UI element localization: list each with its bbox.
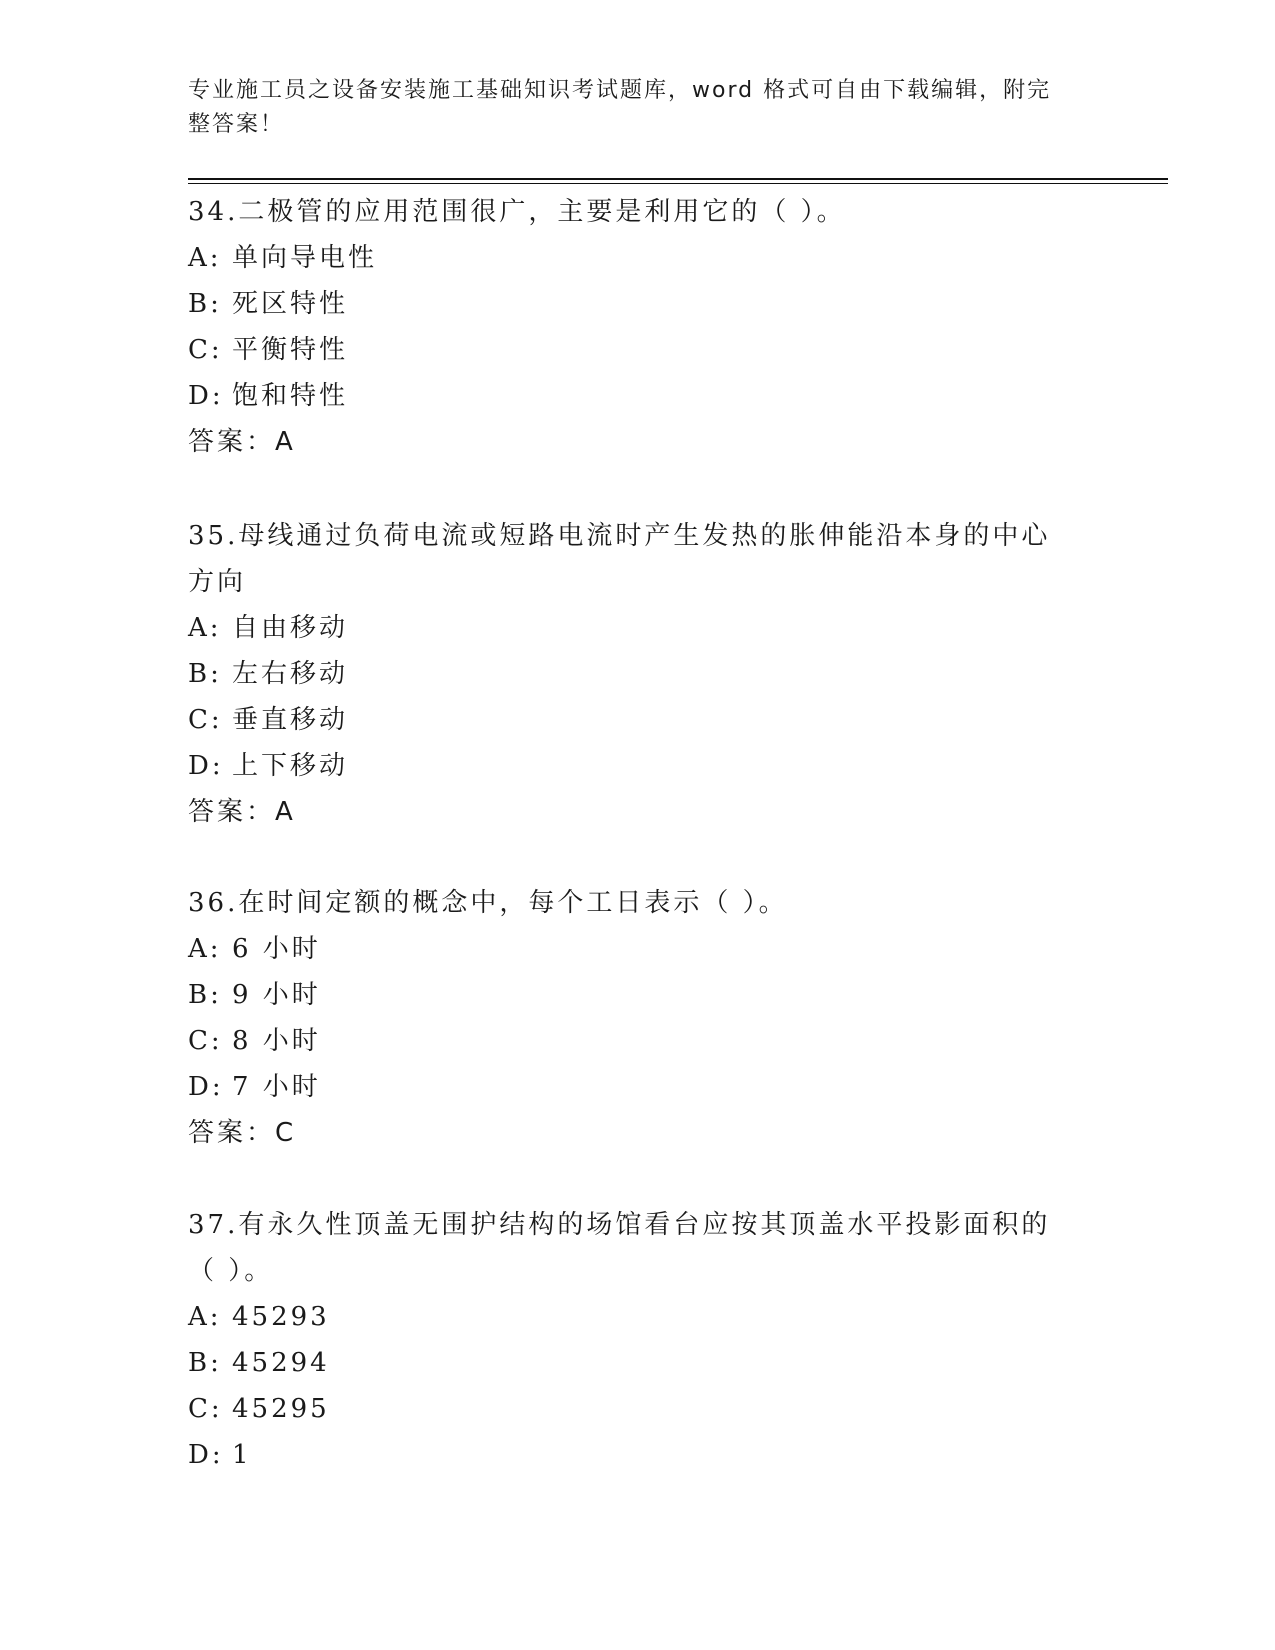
- option-key: B:: [188, 659, 222, 689]
- option-key: D:: [188, 1440, 224, 1470]
- option-text: 8 小时: [232, 1026, 321, 1056]
- option-c: [188, 697, 1088, 743]
- option-key: C:: [188, 1026, 223, 1056]
- option-text: 死区特性: [232, 289, 349, 319]
- question-stem: 37.有永久性顶盖无围护结构的场馆看台应按其顶盖水平投影面积的（ ）。: [188, 1210, 1051, 1286]
- option-b: [188, 281, 1088, 327]
- option-key: A:: [188, 934, 222, 964]
- question-34: [188, 189, 1088, 465]
- option-a: [188, 926, 1088, 972]
- option-c: [188, 1018, 1088, 1064]
- option-text: 9 小时: [232, 980, 321, 1010]
- option-text: 45294: [232, 1348, 330, 1378]
- option-text: 1: [232, 1440, 252, 1470]
- option-d: [188, 743, 1088, 789]
- header-divider-thin: [188, 183, 1168, 184]
- option-a: [188, 605, 1088, 651]
- option-b: [188, 1340, 1088, 1386]
- document-header: 专业施工员之设备安装施工基础知识考试题库，word 格式可自由下载编辑，附完整答案！: [188, 78, 1052, 137]
- option-key: D:: [188, 381, 224, 411]
- option-a: [188, 235, 1088, 281]
- question-stem: 35.母线通过负荷电流或短路电流时产生发热的胀伸能沿本身的中心方向: [188, 521, 1051, 597]
- option-key: C:: [188, 335, 223, 365]
- answer-line: 答案：C: [188, 1118, 297, 1148]
- option-d: [188, 373, 1088, 419]
- option-text: 7 小时: [232, 1072, 321, 1102]
- option-text: 6 小时: [232, 934, 321, 964]
- option-text: 自由移动: [232, 613, 349, 643]
- option-c: [188, 1386, 1088, 1432]
- option-key: A:: [188, 1302, 222, 1332]
- option-text: 单向导电性: [232, 243, 378, 273]
- option-key: D:: [188, 751, 224, 781]
- option-key: A:: [188, 613, 222, 643]
- option-text: 上下移动: [232, 751, 349, 781]
- option-text: 平衡特性: [232, 335, 349, 365]
- answer-line: 答案：A: [188, 797, 296, 827]
- option-c: [188, 327, 1088, 373]
- header-divider: [188, 178, 1168, 180]
- option-d: [188, 1064, 1088, 1110]
- option-b: [188, 651, 1088, 697]
- option-text: 饱和特性: [232, 381, 349, 411]
- question-37: [188, 1202, 1088, 1478]
- option-text: 45295: [232, 1394, 330, 1424]
- option-d: [188, 1432, 1088, 1478]
- option-text: 垂直移动: [232, 705, 349, 735]
- question-stem: 34.二极管的应用范围很广，主要是利用它的（ ）。: [188, 197, 846, 227]
- option-text: 左右移动: [232, 659, 349, 689]
- option-key: D:: [188, 1072, 224, 1102]
- question-stem: 36.在时间定额的概念中，每个工日表示（ ）。: [188, 888, 788, 918]
- option-key: B:: [188, 1348, 222, 1378]
- option-key: A:: [188, 243, 222, 273]
- question-35: [188, 513, 1088, 835]
- option-key: B:: [188, 289, 222, 319]
- option-b: [188, 972, 1088, 1018]
- option-text: 45293: [232, 1302, 330, 1332]
- option-key: C:: [188, 705, 223, 735]
- question-36: [188, 880, 1088, 1156]
- answer-line: 答案：A: [188, 427, 296, 457]
- option-key: B:: [188, 980, 222, 1010]
- option-key: C:: [188, 1394, 223, 1424]
- option-a: [188, 1294, 1088, 1340]
